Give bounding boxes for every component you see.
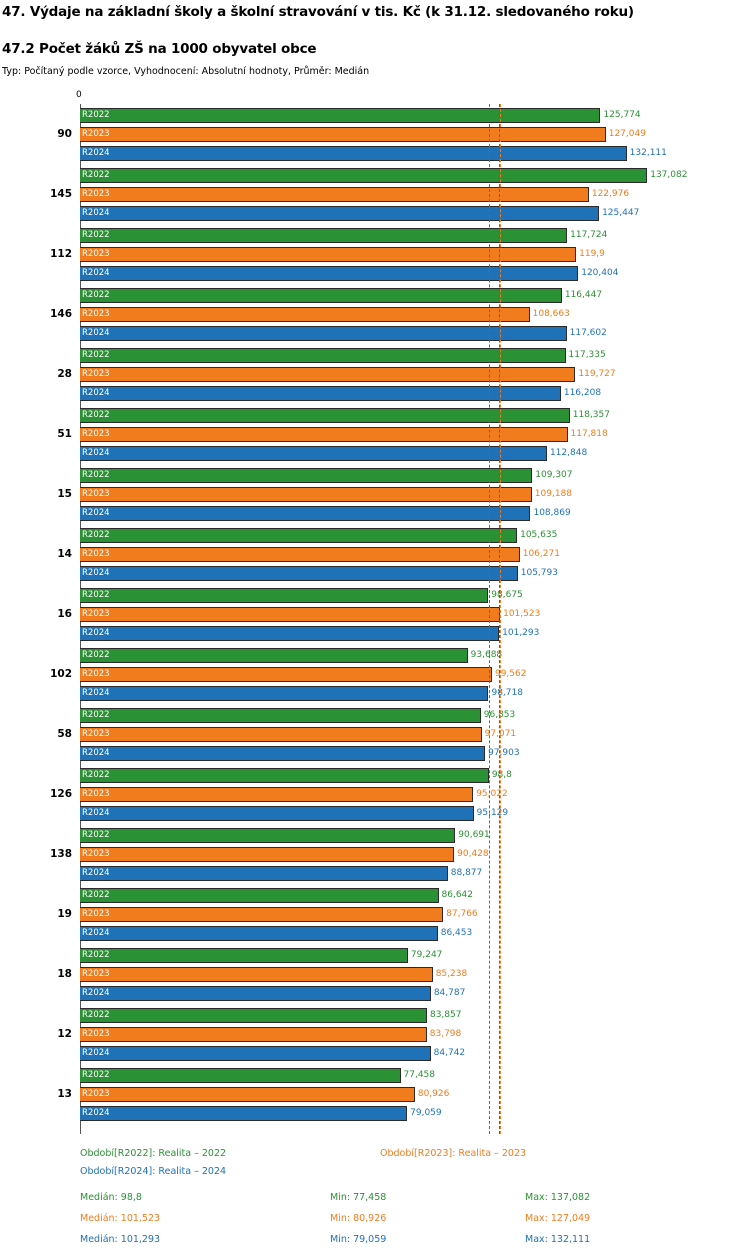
bar-series-label: R2023 (82, 789, 110, 799)
bar-R2022[interactable] (80, 108, 600, 123)
bar-row[interactable] (80, 446, 680, 461)
chart-group (50, 768, 680, 821)
bar-series-label: R2024 (82, 268, 110, 278)
bar-R2023[interactable] (80, 547, 520, 562)
bar-row[interactable] (80, 787, 680, 802)
stat-max: Max: 127,049 (525, 1213, 591, 1224)
bar-row[interactable] (80, 1046, 680, 1061)
bar-R2023[interactable] (80, 727, 482, 742)
bar-series-label: R2022 (82, 170, 110, 180)
bar-value-label: 98,8 (491, 770, 512, 780)
stat-min: Min: 80,926 (330, 1213, 387, 1224)
category-label: 19 (57, 907, 72, 920)
bar-R2022[interactable] (80, 408, 570, 423)
bar-series-label: R2022 (82, 710, 110, 720)
bar-R2024[interactable] (80, 686, 488, 701)
bar-value-label: 93,688 (470, 650, 503, 660)
bar-series-label: R2022 (82, 890, 110, 900)
bar-value-label: 90,691 (458, 830, 490, 840)
bar-row[interactable] (80, 348, 680, 363)
bar-series-label: R2022 (82, 290, 110, 300)
chart-group (57, 408, 680, 461)
stat-median: Medián: 101,523 (80, 1213, 161, 1224)
bar-R2022[interactable] (80, 888, 439, 903)
category-label: 58 (57, 727, 72, 740)
bar-R2024[interactable] (80, 806, 474, 821)
stat-min: Min: 77,458 (330, 1192, 387, 1203)
bar-series-label: R2022 (82, 410, 110, 420)
bar-R2024[interactable] (80, 326, 567, 341)
bar-R2023[interactable] (80, 307, 530, 322)
bar-value-label: 77,458 (403, 1070, 436, 1080)
bar-value-label: 132,111 (629, 148, 667, 158)
bar-row[interactable] (80, 1106, 680, 1121)
bar-value-label: 127,049 (608, 129, 646, 139)
category-label: 13 (57, 1087, 72, 1100)
bar-value-label: 86,453 (440, 928, 473, 938)
bar-R2024[interactable] (80, 866, 448, 881)
bar-R2022[interactable] (80, 1008, 427, 1023)
bar-value-label: 125,774 (603, 110, 641, 120)
bar-R2024[interactable] (80, 146, 627, 161)
bar-series-label: R2023 (82, 669, 110, 679)
bar-R2024[interactable] (80, 506, 530, 521)
chart-group (57, 588, 680, 641)
bar-value-label: 117,724 (570, 230, 608, 240)
bar-series-label: R2022 (82, 830, 110, 840)
axis-origin-label: 0 (76, 90, 82, 100)
bar-R2024[interactable] (80, 1106, 407, 1121)
bar-row[interactable] (80, 386, 680, 401)
chart-group (57, 948, 680, 1001)
bar-row[interactable] (80, 648, 680, 663)
median-line-R2024 (499, 104, 500, 1134)
bar-series-label: R2023 (82, 549, 110, 559)
category-label: 90 (57, 127, 72, 140)
category-label: 138 (50, 847, 72, 860)
bar-R2023[interactable] (80, 667, 492, 682)
bar-series-label: R2022 (82, 770, 110, 780)
bar-row[interactable] (80, 127, 680, 142)
bar-R2023[interactable] (80, 127, 606, 142)
chart-group (57, 888, 680, 941)
bar-row[interactable] (80, 847, 680, 862)
bar-row[interactable] (80, 247, 680, 262)
bar-R2024[interactable] (80, 746, 485, 761)
legend-item[interactable]: Období[R2022]: Realita – 2022 (80, 1148, 227, 1159)
page-subtitle: 47.2 Počet žáků ZŠ na 1000 obyvatel obce (2, 41, 317, 57)
bar-R2022[interactable] (80, 648, 468, 663)
bar-series-label: R2024 (82, 748, 110, 758)
bar-series-label: R2024 (82, 808, 110, 818)
bar-series-label: R2024 (82, 328, 110, 338)
bar-value-label: 116,208 (563, 388, 602, 398)
category-label: 18 (57, 967, 72, 980)
bar-value-label: 98,675 (491, 590, 523, 600)
bar-row[interactable] (80, 907, 680, 922)
bar-row[interactable] (80, 926, 680, 941)
bar-R2023[interactable] (80, 1087, 415, 1102)
bar-series-label: R2023 (82, 189, 110, 199)
bar-series-label: R2023 (82, 729, 110, 739)
bar-value-label: 101,293 (502, 628, 540, 638)
bar-R2023[interactable] (80, 487, 532, 502)
bar-series-label: R2023 (82, 489, 110, 499)
chart-group (50, 168, 688, 221)
median-line-R2023 (500, 104, 501, 1134)
bar-value-label: 98,718 (491, 688, 523, 698)
bar-R2024[interactable] (80, 566, 518, 581)
bar-series-label: R2024 (82, 628, 110, 638)
bar-row[interactable] (80, 547, 680, 562)
bar-value-label: 119,727 (578, 369, 616, 379)
bar-R2024[interactable] (80, 446, 547, 461)
bar-row[interactable] (80, 888, 680, 903)
bar-value-label: 137,082 (650, 170, 688, 180)
bar-R2022[interactable] (80, 1068, 401, 1083)
bar-row[interactable] (80, 708, 680, 723)
bar-series-label: R2023 (82, 249, 110, 259)
bar-value-label: 84,742 (433, 1048, 466, 1058)
category-label: 14 (57, 547, 72, 560)
bar-value-label: 109,188 (534, 489, 573, 499)
bar-series-label: R2022 (82, 1010, 110, 1020)
bar-series-label: R2023 (82, 1029, 110, 1039)
bar-series-label: R2024 (82, 868, 110, 878)
bar-R2023[interactable] (80, 427, 568, 442)
category-label: 102 (50, 667, 72, 680)
bar-R2023[interactable] (80, 187, 589, 202)
bar-R2023[interactable] (80, 907, 443, 922)
bar-row[interactable] (80, 146, 680, 161)
bar-row[interactable] (80, 108, 680, 123)
bar-row[interactable] (80, 667, 680, 682)
bar-R2022[interactable] (80, 348, 566, 363)
chart-group (57, 348, 680, 401)
bar-row[interactable] (80, 686, 680, 701)
bar-value-label: 120,404 (581, 268, 619, 278)
bar-value-label: 97,903 (488, 748, 520, 758)
bar-R2022[interactable] (80, 588, 488, 603)
bar-R2022[interactable] (80, 828, 455, 843)
stat-max: Max: 137,082 (525, 1192, 591, 1203)
bar-row[interactable] (80, 626, 680, 641)
bar-value-label: 119,9 (579, 249, 605, 259)
bar-series-label: R2022 (82, 950, 110, 960)
bar-value-label: 117,818 (570, 429, 608, 439)
bar-value-label: 106,271 (522, 549, 560, 559)
bar-row[interactable] (80, 506, 680, 521)
bar-R2024[interactable] (80, 986, 431, 1001)
bar-R2022[interactable] (80, 468, 532, 483)
chart-group (50, 648, 680, 701)
bar-value-label: 90,428 (457, 849, 489, 859)
bar-series-label: R2022 (82, 650, 110, 660)
bar-value-label: 96,853 (483, 710, 516, 720)
bar-value-label: 112,848 (549, 448, 588, 458)
bar-row[interactable] (80, 948, 680, 963)
bar-row[interactable] (80, 828, 680, 843)
bar-value-label: 109,307 (535, 470, 573, 480)
bar-R2022[interactable] (80, 228, 567, 243)
bar-R2022[interactable] (80, 168, 647, 183)
bar-row[interactable] (80, 468, 680, 483)
bar-row[interactable] (80, 168, 688, 183)
bar-R2024[interactable] (80, 206, 599, 221)
category-label: 146 (50, 307, 72, 320)
bar-series-label: R2024 (82, 1108, 110, 1118)
bar-series-label: R2023 (82, 369, 110, 379)
bar-value-label: 79,059 (410, 1108, 442, 1118)
bar-series-label: R2023 (82, 909, 110, 919)
bar-row[interactable] (80, 187, 680, 202)
bar-row[interactable] (80, 487, 680, 502)
category-label: 15 (57, 487, 72, 500)
bar-row[interactable] (80, 408, 680, 423)
chart-group (57, 1008, 680, 1061)
bar-row[interactable] (80, 1087, 680, 1102)
bar-series-label: R2024 (82, 688, 110, 698)
bar-value-label: 84,787 (433, 988, 466, 998)
bar-series-label: R2024 (82, 508, 110, 518)
category-label: 145 (50, 187, 72, 200)
bar-R2023[interactable] (80, 1027, 427, 1042)
bar-row[interactable] (80, 967, 680, 982)
chart-group (57, 708, 680, 761)
bar-value-label: 83,857 (429, 1010, 462, 1020)
bar-row[interactable] (80, 528, 680, 543)
bar-series-label: R2022 (82, 530, 110, 540)
bar-R2023[interactable] (80, 787, 473, 802)
bar-R2023[interactable] (80, 847, 454, 862)
bar-series-label: R2023 (82, 849, 110, 859)
bar-value-label: 87,766 (446, 909, 478, 919)
bar-value-label: 86,642 (441, 890, 474, 900)
legend-item[interactable]: Období[R2024]: Realita – 2024 (80, 1166, 227, 1177)
chart-group (50, 828, 680, 881)
chart-group (50, 288, 680, 341)
chart-group (50, 228, 680, 281)
bar-value-label: 125,447 (602, 208, 640, 218)
chart-plot-area (50, 104, 688, 1134)
bar-series-label: R2023 (82, 609, 110, 619)
bar-R2024[interactable] (80, 626, 499, 641)
bar-series-label: R2022 (82, 1070, 110, 1080)
bar-row[interactable] (80, 768, 680, 783)
bar-R2024[interactable] (80, 926, 438, 941)
bar-series-label: R2024 (82, 928, 110, 938)
bar-value-label: 99,562 (494, 669, 527, 679)
bar-row[interactable] (80, 566, 680, 581)
bar-R2023[interactable] (80, 967, 433, 982)
bar-row[interactable] (80, 288, 680, 303)
bar-row[interactable] (80, 307, 680, 322)
bar-value-label: 122,976 (591, 189, 630, 199)
bar-row[interactable] (80, 427, 680, 442)
bar-value-label: 95,022 (476, 789, 508, 799)
bar-series-label: R2024 (82, 988, 110, 998)
chart-type-line: Typ: Počítaný podle vzorce, Vyhodnocení: Absolutní hodnoty, Průměr: Medián (2, 66, 370, 77)
bar-value-label: 85,238 (435, 969, 468, 979)
category-label: 12 (57, 1027, 72, 1040)
bar-row[interactable] (80, 1068, 680, 1083)
bar-value-label: 95,129 (476, 808, 509, 818)
bar-row[interactable] (80, 986, 680, 1001)
category-label: 28 (57, 367, 72, 380)
bar-row[interactable] (80, 326, 680, 341)
bar-row[interactable] (80, 588, 680, 603)
bar-row[interactable] (80, 206, 680, 221)
bar-R2022[interactable] (80, 768, 489, 783)
bar-row[interactable] (80, 727, 680, 742)
category-label: 16 (57, 607, 72, 620)
bar-series-label: R2023 (82, 429, 110, 439)
bar-row[interactable] (80, 866, 680, 881)
chart-group (57, 108, 680, 161)
bar-value-label: 108,663 (532, 309, 570, 319)
chart-group (57, 468, 680, 521)
bar-series-label: R2022 (82, 590, 110, 600)
bar-series-label: R2024 (82, 148, 110, 158)
bar-row[interactable] (80, 367, 680, 382)
bar-series-label: R2022 (82, 470, 110, 480)
bar-R2024[interactable] (80, 1046, 431, 1061)
bar-value-label: 88,877 (450, 868, 483, 878)
bar-row[interactable] (80, 806, 680, 821)
bar-value-label: 117,335 (568, 350, 606, 360)
bar-R2022[interactable] (80, 708, 481, 723)
bar-series-label: R2024 (82, 448, 110, 458)
bar-R2023[interactable] (80, 607, 500, 622)
bar-value-label: 80,926 (417, 1089, 450, 1099)
bar-R2023[interactable] (80, 367, 575, 382)
stat-max: Max: 132,111 (525, 1234, 591, 1245)
bar-series-label: R2023 (82, 129, 110, 139)
legend-item[interactable]: Období[R2023]: Realita – 2023 (380, 1148, 527, 1159)
category-label: 112 (50, 247, 72, 260)
bar-R2022[interactable] (80, 948, 408, 963)
bar-R2022[interactable] (80, 528, 517, 543)
bar-series-label: R2024 (82, 208, 110, 218)
chart-group (57, 1068, 680, 1121)
stat-median: Medián: 98,8 (80, 1192, 142, 1203)
page-title: 47. Výdaje na základní školy a školní stravování v tis. Kč (k 31.12. sledovaného roku) (2, 4, 634, 20)
stat-median: Medián: 101,293 (80, 1234, 161, 1245)
bar-value-label: 79,247 (410, 950, 443, 960)
bar-series-label: R2023 (82, 1089, 110, 1099)
bar-value-label: 105,635 (520, 530, 558, 540)
bar-series-label: R2022 (82, 110, 110, 120)
bar-series-label: R2023 (82, 309, 110, 319)
bar-value-label: 118,357 (572, 410, 610, 420)
bar-value-label: 105,793 (520, 568, 558, 578)
stat-min: Min: 79,059 (330, 1234, 387, 1245)
bar-row[interactable] (80, 746, 680, 761)
bar-R2024[interactable] (80, 266, 578, 281)
bar-row[interactable] (80, 1008, 680, 1023)
bar-series-label: R2024 (82, 388, 110, 398)
bar-series-label: R2022 (82, 350, 110, 360)
bar-series-label: R2022 (82, 230, 110, 240)
bar-value-label: 83,798 (429, 1029, 462, 1039)
chart-group (57, 528, 680, 581)
bar-R2023[interactable] (80, 247, 576, 262)
median-line-R2022 (489, 104, 490, 1134)
bar-series-label: R2024 (82, 1048, 110, 1058)
bar-row[interactable] (80, 266, 680, 281)
bar-row[interactable] (80, 607, 680, 622)
bar-value-label: 116,447 (564, 290, 603, 300)
bar-series-label: R2023 (82, 969, 110, 979)
category-label: 51 (57, 427, 72, 440)
category-label: 126 (50, 787, 72, 800)
bar-value-label: 97,071 (484, 729, 517, 739)
bar-series-label: R2024 (82, 568, 110, 578)
bar-value-label: 101,523 (503, 609, 541, 619)
bar-value-label: 117,602 (569, 328, 607, 338)
bar-row[interactable] (80, 228, 680, 243)
bar-row[interactable] (80, 1027, 680, 1042)
bar-value-label: 108,869 (533, 508, 571, 518)
